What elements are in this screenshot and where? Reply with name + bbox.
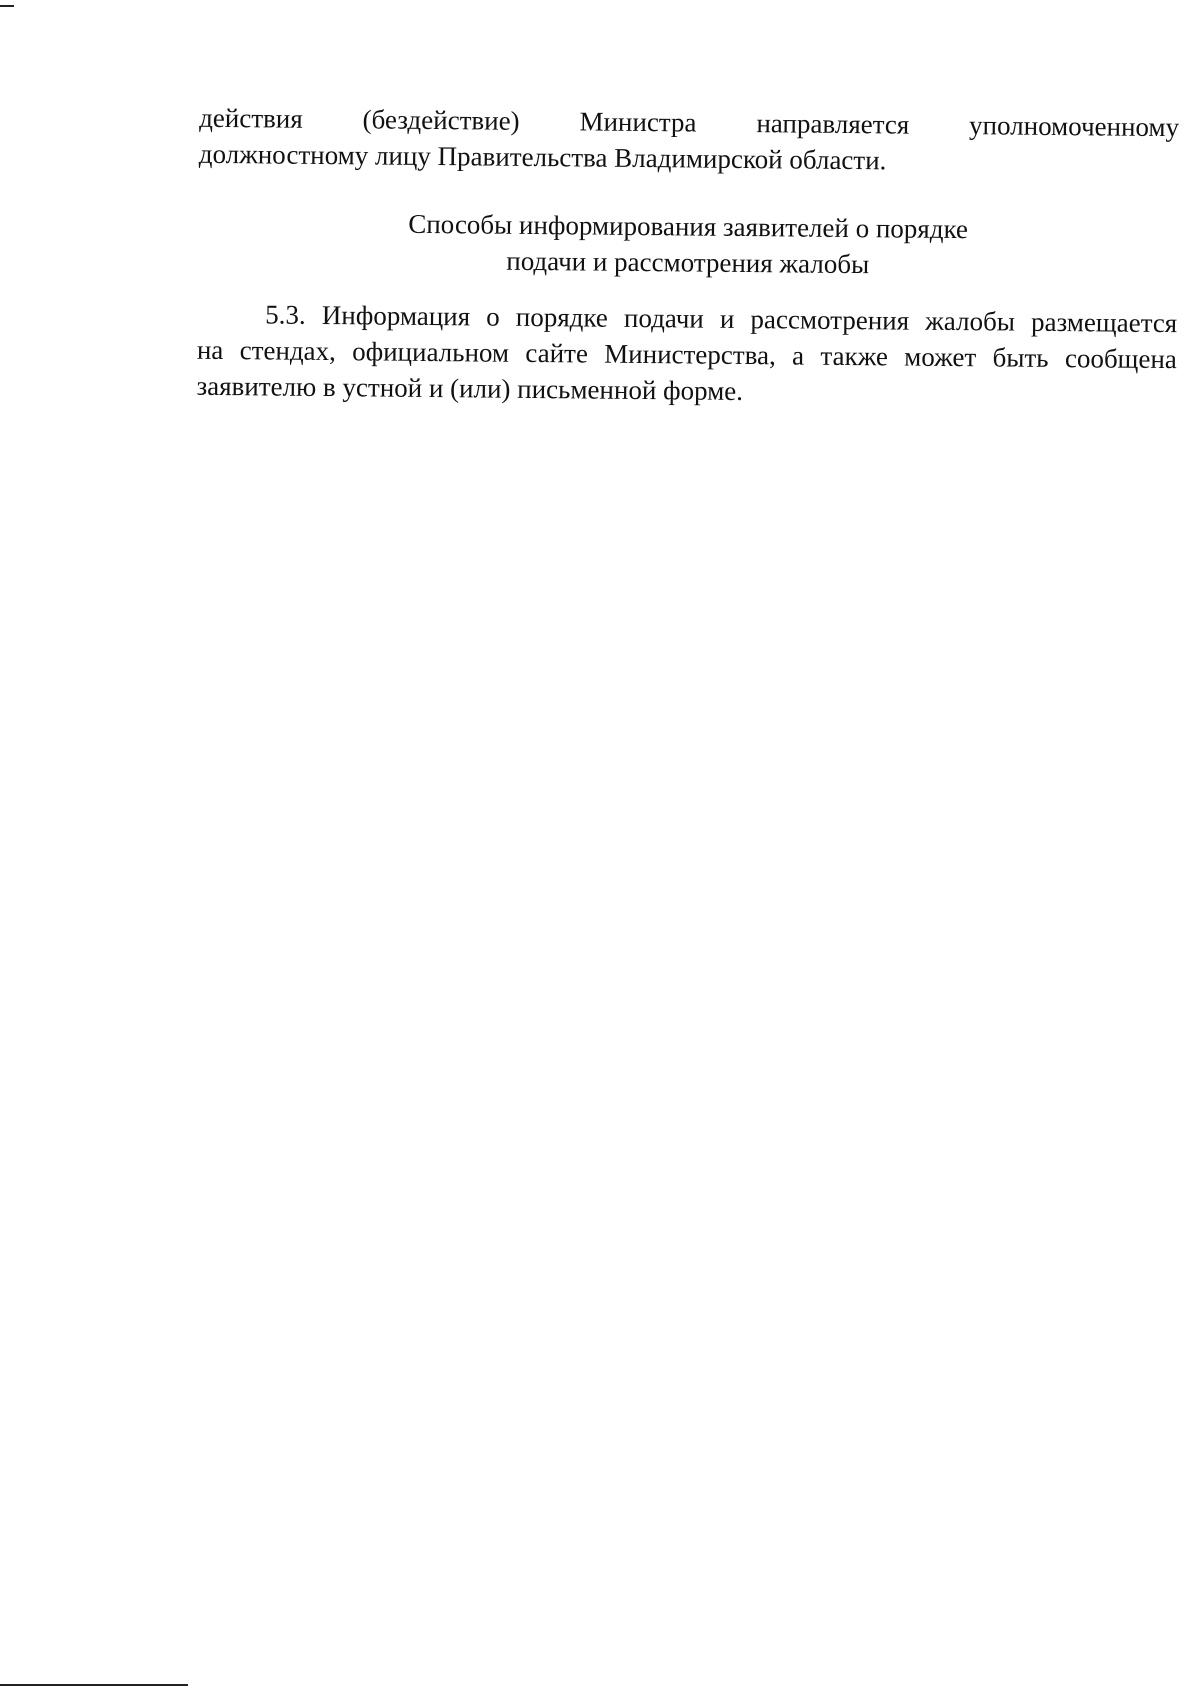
word: быть bbox=[992, 342, 1049, 373]
word: порядке bbox=[515, 301, 609, 333]
word: Министра bbox=[579, 106, 697, 138]
word: (бездействие) bbox=[362, 104, 520, 136]
paragraph-complaint-direction bbox=[199, 100, 1180, 181]
heading-line-2: подачи и рассмотрения жалобы bbox=[506, 245, 870, 280]
word: размещается bbox=[1030, 306, 1178, 339]
word: на bbox=[196, 334, 224, 366]
word: Министерства, bbox=[604, 338, 776, 371]
word: направляется bbox=[756, 108, 910, 140]
word: сообщена bbox=[1064, 343, 1177, 375]
word: также bbox=[820, 340, 889, 372]
word: действия bbox=[199, 102, 303, 134]
paragraph-5-3 bbox=[196, 296, 1177, 413]
word: официальном bbox=[352, 336, 510, 368]
word: рассмотрения bbox=[750, 304, 910, 336]
paragraph-2-line-3: заявителю в устной и (или) письменной форме. bbox=[196, 370, 744, 406]
paragraph-1-line-2: должностному лицу Правительства Владимирской области. bbox=[198, 138, 887, 176]
word: может bbox=[904, 341, 977, 373]
word: о bbox=[486, 301, 500, 332]
section-heading bbox=[198, 204, 1179, 285]
word: сайте bbox=[525, 337, 589, 369]
word: 5.3. bbox=[265, 299, 306, 330]
word: стендах, bbox=[239, 335, 337, 367]
word: подачи bbox=[623, 302, 704, 334]
word: жалобы bbox=[925, 305, 1016, 337]
footnote-separator-line bbox=[0, 1684, 188, 1686]
word: Информация bbox=[321, 299, 471, 332]
word: уполномоченному bbox=[969, 110, 1180, 143]
heading-line-1: Способы информирования заявителей о порядке bbox=[408, 208, 969, 245]
word: а bbox=[791, 340, 805, 371]
word: и bbox=[719, 303, 735, 334]
